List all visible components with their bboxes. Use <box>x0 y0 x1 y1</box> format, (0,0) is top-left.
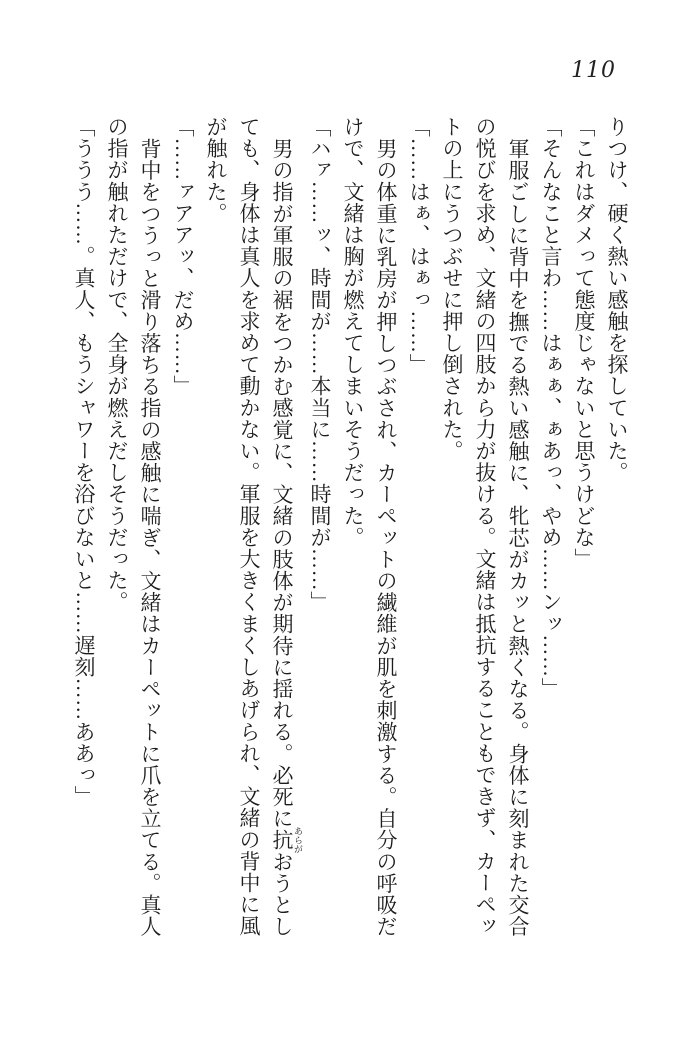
text-line: 背中をつうっと滑り落ちる指の感触に喘ぎ、文緒はカーペットに爪を立てる。真人 <box>138 137 162 937</box>
text-segment: 男の指が軍服の裾をつかむ感覚に、文緒の肢体が期待に揺れる。必死に <box>270 137 294 829</box>
text-line: の指が触れただけで、全身が燃えだしそうだった。 <box>105 116 129 613</box>
page-number: 110 <box>571 58 616 83</box>
ruby-base: 抗 <box>270 826 294 854</box>
text-line: 男の体重に乳房が押しつぶされ、カーペットの繊維が肌を刺激する。自分の呼吸だ <box>374 137 398 937</box>
text-line: 「ううう……。真人、もうシャワーを浴びないと……遅刻……ああっ」 <box>72 116 96 808</box>
text-segment: おうとし <box>270 850 294 937</box>
text-line: りつけ、硬く熱い感触を探していた。 <box>605 116 629 484</box>
text-line: 「……ァアアッ、だめ……」 <box>171 116 195 397</box>
text-line: トの上にうつぶせに押し倒された。 <box>440 116 464 462</box>
text-line: 「そんなこと言わ……はぁぁ、ぁあっ、やめ……ンッ……」 <box>539 116 563 700</box>
ruby-annotation <box>270 826 303 854</box>
text-line: 「……はぁ、はぁっ……」 <box>407 116 431 376</box>
text-line: の悦びを求め、文緒の四肢から力が抜ける。文緒は抵抗することもできず、カーペッ <box>473 116 497 937</box>
text-line: 「これはダメって態度じゃないと思うけどな」 <box>572 116 596 570</box>
ruby-furigana: あらが <box>293 826 303 854</box>
text-block <box>67 116 633 944</box>
text-line: けで、文緒は胸が燃えてしまいそうだった。 <box>341 116 365 548</box>
text-line <box>265 116 303 944</box>
text-line: 「ハァ……ッ、時間が……本当に……時間が……」 <box>308 116 332 613</box>
text-line: 軍服ごしに背中を撫でる熱い感触に、牝芯がカッと熱くなる。身体に刻まれた交合 <box>506 137 530 937</box>
text-line: が触れた。 <box>204 116 228 224</box>
text-line: ても、身体は真人を求めて動かない。軍服を大きくまくしあげられ、文緒の背中に風 <box>237 116 261 937</box>
